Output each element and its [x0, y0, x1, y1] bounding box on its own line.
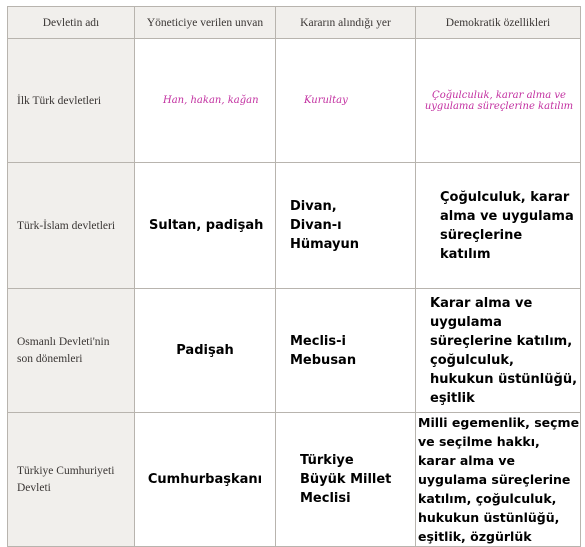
democratic-features-cell: Karar alma ve uygulama süreçlerine katılım, çoğulculuk, hukukun üstünlüğü, eşitlik [416, 289, 581, 413]
decision-place-cell: Divan, Divan-ı Hümayun [276, 163, 416, 289]
democratic-features-cell: Çoğulculuk, karar alma ve uygulama süreçlerine katılım [416, 163, 581, 289]
decision-place-cell: Türkiye Büyük Millet Meclisi [276, 413, 416, 547]
header-state-name: Devletin adı [8, 7, 135, 39]
state-name-cell: Türkiye Cumhuriyeti Devleti [8, 413, 135, 547]
state-name-cell: Türk-İslam devletleri [8, 163, 135, 289]
state-name-cell: Osmanlı Devleti'nin son dönemleri [8, 289, 135, 413]
ruler-title-cell: Sultan, padişah [135, 163, 276, 289]
decision-place-cell: Meclis-i Mebusan [276, 289, 416, 413]
header-row [8, 7, 581, 39]
header-decision-place: Kararın alındığı yer [276, 7, 416, 39]
table-row [8, 39, 581, 163]
democratic-features-cell: Çoğulculuk, karar alma ve uygulama süreçlerine katılım [416, 39, 581, 163]
header-democratic-features: Demokratik özellikleri [416, 7, 581, 39]
header-ruler-title: Yöneticiye verilen unvan [135, 7, 276, 39]
democratic-features-cell: Milli egemenlik, seçme ve seçilme hakkı, karar alma ve uygulama süreçlerine katılım, çoğulculuk, hukukun üstünlüğü, eşitlik, özgürlük [416, 413, 581, 547]
ruler-title-cell: Padişah [135, 289, 276, 413]
decision-place-cell: Kurultay [276, 39, 416, 163]
ruler-title-cell: Cumhurbaşkanı [135, 413, 276, 547]
table-row [8, 413, 581, 547]
state-name-cell: İlk Türk devletleri [8, 39, 135, 163]
states-table [7, 6, 581, 547]
table-row [8, 163, 581, 289]
table-row [8, 289, 581, 413]
ruler-title-cell: Han, hakan, kağan [135, 39, 276, 163]
